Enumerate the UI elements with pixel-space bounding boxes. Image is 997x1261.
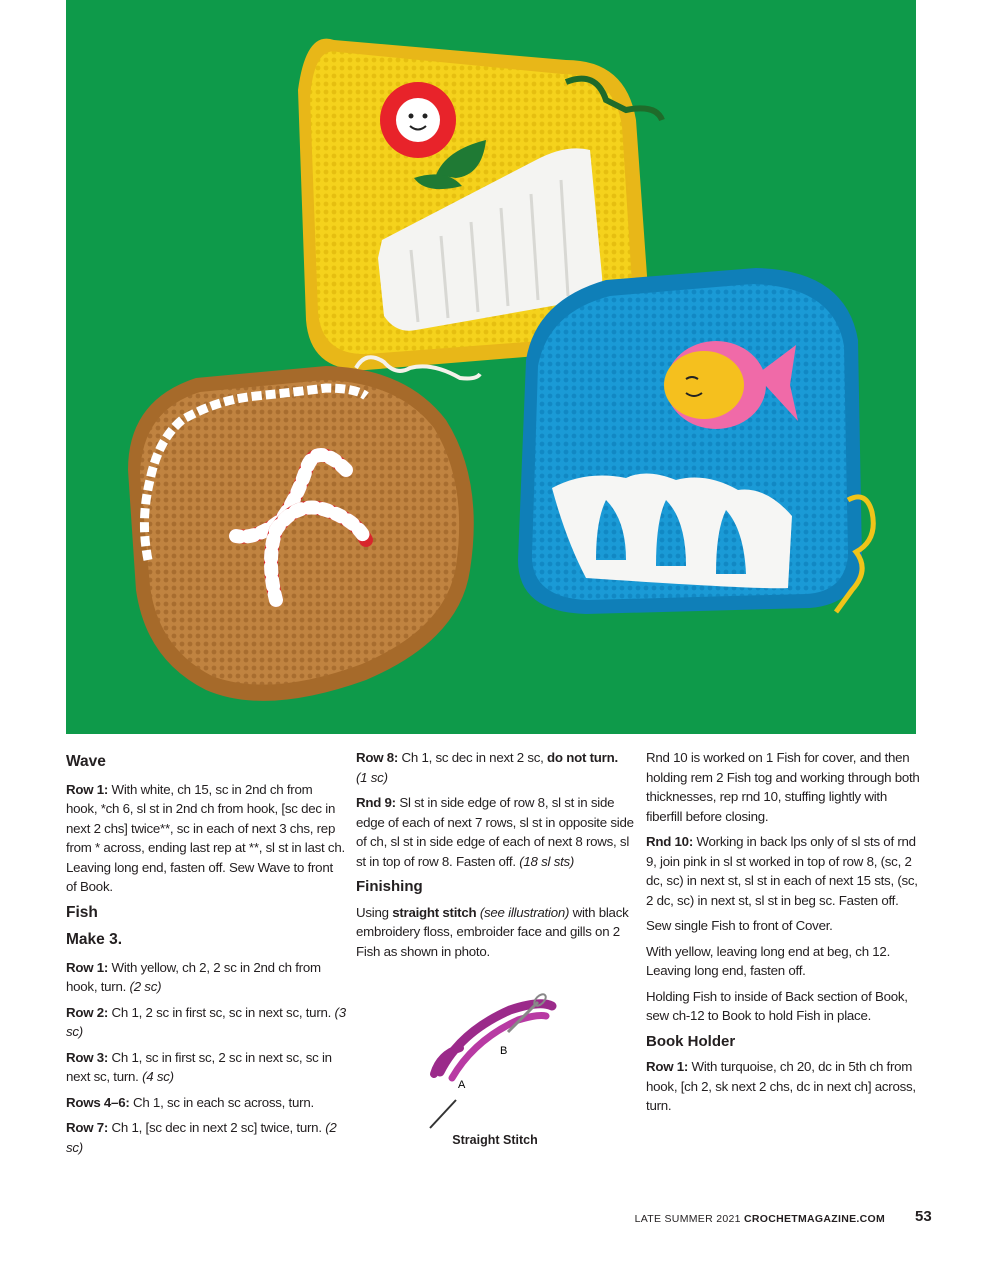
blue-book <box>518 268 873 614</box>
make-3-heading: Make 3. <box>66 931 123 948</box>
fish-row-2: Row 2: Ch 1, 2 sc in first sc, sc in next sc, turn. (3 sc) <box>66 1004 346 1039</box>
fish-row-3: Row 3: Ch 1, sc in first sc, 2 sc in next sc, sc in next sc, turn. (4 sc) <box>66 1049 332 1084</box>
text-column-3 <box>646 748 926 1122</box>
page-footer: LATE SUMMER 2021 CROCHETMAGAZINE.COM <box>634 1213 885 1225</box>
illustration-caption: Straight Stitch <box>452 1133 538 1147</box>
fish-row-8: Row 8: Ch 1, sc dec in next 2 sc, do not turn. (1 sc) <box>356 750 618 785</box>
wave-heading: Wave <box>66 753 106 770</box>
fish-heading: Fish <box>66 903 98 921</box>
sew-fish-text: Sew single Fish to front of Cover. <box>646 918 833 933</box>
crochet-books-image <box>66 0 916 734</box>
tan-book <box>128 357 480 701</box>
text-column-1 <box>66 748 346 1163</box>
fish-row-7: Row 7: Ch 1, [sc dec in next 2 sc] twice, turn. (2 sc) <box>66 1120 337 1155</box>
label-a: A <box>458 1079 466 1091</box>
rnd-10: Rnd 10: Working in back lps only of sl sts of rnd 9, join pink in sl st worked in top of row 8, (sc, 2 dc, sc) in next st, sl st in each of next 15 sts, (sc, 2 dc, sc) in next st, sl st in beg sc. Fasten off. <box>646 834 918 908</box>
finishing-text: Using straight stitch (see illustration) with black embroidery floss, embroider face and gills on 2 Fish as shown in photo. <box>356 904 629 959</box>
wave-row-1: Row 1: With white, ch 15, sc in 2nd ch from hook, *ch 6, sl st in 2nd ch from hook, [sc dec in next 2 chs] twice**, sc in each of next 3 chs, rep from * across, ending last rep at **, sl st in last ch. Leaving long end, fasten off. Sew Wave to front of Book. <box>66 781 345 894</box>
book-holder-heading: Book Holder <box>646 1032 736 1050</box>
fish-row-1: Row 1: With yellow, ch 2, 2 sc in 2nd ch from hook, turn. (2 sc) <box>66 959 321 994</box>
book-holder-row-1: Row 1: With turquoise, ch 20, dc in 5th ch from hook, [ch 2, sk next 2 chs, dc in next ch] across, turn. <box>646 1059 916 1113</box>
label-b: B <box>500 1045 508 1057</box>
page-number: 53 <box>915 1208 932 1225</box>
rnd-10-intro: Rnd 10 is worked on 1 Fish for cover, and then holding rem 2 Fish tog and working through both thicknesses, rep rnd 10, stuffing lightly with fiberfill before closing. <box>646 750 920 824</box>
straight-stitch-illustration <box>420 992 570 1150</box>
holding-fish-text: Holding Fish to inside of Back section of Book, sew ch-12 to Book to hold Fish in place. <box>646 988 908 1023</box>
cover-photo <box>66 0 916 734</box>
text-column-2 <box>356 748 636 967</box>
fish-rows-4-6: Rows 4–6: Ch 1, sc in each sc across, turn. <box>66 1094 314 1110</box>
fish-rnd-9: Rnd 9: Sl st in side edge of row 8, sl st in side edge of each of next 7 rows, sl st in opposite side of ch, sl st in side edge of each of next 8 rows, sl st in top of row 8. Fasten off. (18 sl sts) <box>356 795 634 869</box>
yellow-chain-text: With yellow, leaving long end at beg, ch 12. Leaving long end, fasten off. <box>646 943 891 978</box>
finishing-heading: Finishing <box>356 878 423 895</box>
